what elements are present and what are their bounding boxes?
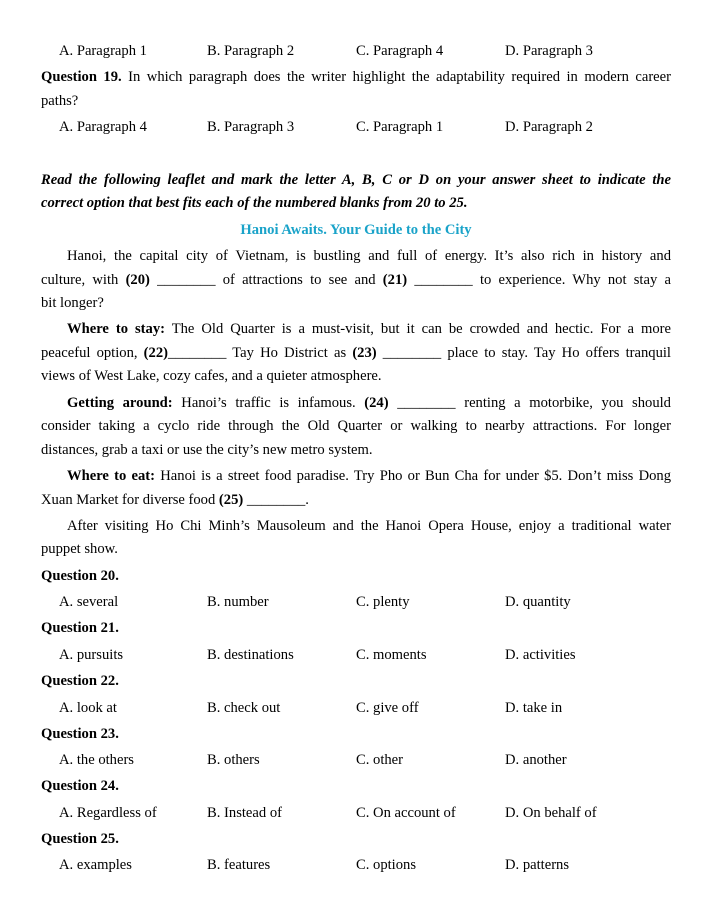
where-to-eat-heading: Where to eat: [67,468,156,484]
q22-option-d: D. take in [505,700,563,716]
p3-line2: consider taking a cyclo ride through the Old Quarter or walking to nearby attractions. For longer [41,418,671,434]
p2-text: peaceful option, [41,345,138,361]
blank-23-label: (23) [352,345,377,361]
p4-text: Hanoi is a street food paradise. Try Pho or Bun Cha for under $5. Don’t miss Dong [155,468,672,484]
blank-24-label: (24) [364,395,389,411]
q20-option-c: C. plenty [356,594,410,610]
question-25-label: Question 25. [41,831,119,847]
p3-line1 [67,393,671,413]
question-21-label: Question 21. [41,620,119,636]
blank-22-label: (22) [143,345,168,361]
q19-stem-line2: paths? [41,93,79,109]
q18-option-c: C. Paragraph 4 [356,43,444,59]
q25-option-d: D. patterns [505,857,570,873]
q19-option-b: B. Paragraph 3 [207,119,295,135]
p4-line1 [67,466,671,486]
q24-option-b: B. Instead of [207,805,282,821]
p1-line3: bit longer? [41,295,104,311]
instruction-line2: correct option that best fits each of the numbered blanks from 20 to 25. [41,195,468,211]
q21-option-c: C. moments [356,647,427,663]
p2-line3: views of West Lake, cozy cafes, and a quieter atmosphere. [41,368,382,384]
p1-line1: Hanoi, the capital city of Vietnam, is bustling and full of energy. It’s also rich in history and [67,248,671,264]
p3-line3: distances, grab a taxi or use the city’s new metro system. [41,442,373,458]
q24-option-d: D. On behalf of [505,805,597,821]
question-23-options [0,750,714,770]
question-20-options [0,592,714,612]
blank-20-label: (20) [125,272,150,288]
q19-text: In which paragraph does the writer highlight the adaptability required in modern career [128,69,671,85]
q18-option-b: B. Paragraph 2 [207,43,295,59]
p5-line2: puppet show. [41,541,118,557]
q23-option-a: A. the others [59,752,134,768]
p5-line1: After visiting Ho Chi Minh’s Mausoleum and the Hanoi Opera House, enjoy a traditional water [67,518,671,534]
p3-text: Hanoi’s traffic is infamous. [172,395,356,411]
q21-option-b: B. destinations [207,647,294,663]
p2-text: ________ place to stay. Tay Ho offers tranquil [382,345,671,361]
q24-option-a: A. Regardless of [59,805,157,821]
q18-option-a: A. Paragraph 1 [59,43,147,59]
blank-21-label: (21) [382,272,408,288]
q25-option-c: C. options [356,857,417,873]
question-24-label: Question 24. [41,778,119,794]
getting-around-heading: Getting around: [67,395,173,411]
p4-line2 [41,490,671,510]
q23-option-d: D. another [505,752,567,768]
p2-text: The Old Quarter is a must-visit, but it can be crowded and hectic. For a more [164,321,671,337]
q21-option-a: A. pursuits [59,647,124,663]
q21-option-d: D. activities [505,647,576,663]
q20-option-d: D. quantity [505,594,571,610]
q22-option-c: C. give off [356,700,419,716]
question-20-label: Question 20. [41,568,119,584]
q18-options [0,41,714,61]
q22-option-b: B. check out [207,700,281,716]
p4-text: ________. [246,492,309,508]
where-to-stay-heading: Where to stay: [67,321,165,337]
q24-option-c: C. On account of [356,805,456,821]
p1-text: ________ of attractions to see and [157,272,376,288]
question-22-label: Question 22. [41,673,119,689]
question-24-options [0,803,714,823]
q25-option-b: B. features [207,857,271,873]
p4-text: Xuan Market for diverse food [41,492,216,508]
q23-option-c: C. other [356,752,404,768]
q19-option-d: D. Paragraph 2 [505,119,593,135]
blank-25-label: (25) [218,492,244,508]
q19-label: Question 19. [41,69,122,85]
q20-option-b: B. number [207,594,269,610]
p1-line2 [41,270,671,290]
q19-stem-line1 [41,67,671,87]
p2-line1 [67,319,671,339]
p1-text: culture, with [41,272,119,288]
q25-option-a: A. examples [59,857,132,873]
question-25-options [0,855,714,875]
question-21-options [0,645,714,665]
question-22-options [0,698,714,718]
q18-option-d: D. Paragraph 3 [505,43,593,59]
q23-option-b: B. others [207,752,260,768]
leaflet-title: Hanoi Awaits. Your Guide to the City [240,222,472,238]
question-23-label: Question 23. [41,726,119,742]
p2-line2 [41,343,671,363]
q19-options [0,117,714,137]
p2-text: ________ Tay Ho District as [168,345,347,361]
q19-option-c: C. Paragraph 1 [356,119,444,135]
p3-text: ________ renting a motorbike, you should [397,395,671,411]
instruction-line1: Read the following leaflet and mark the letter A, B, C or D on your answer sheet to indicate the [41,172,671,188]
q22-option-a: A. look at [59,700,117,716]
q20-option-a: A. several [59,594,119,610]
q19-option-a: A. Paragraph 4 [59,119,147,135]
p1-text: ________ to experience. Why not stay a [414,272,671,288]
